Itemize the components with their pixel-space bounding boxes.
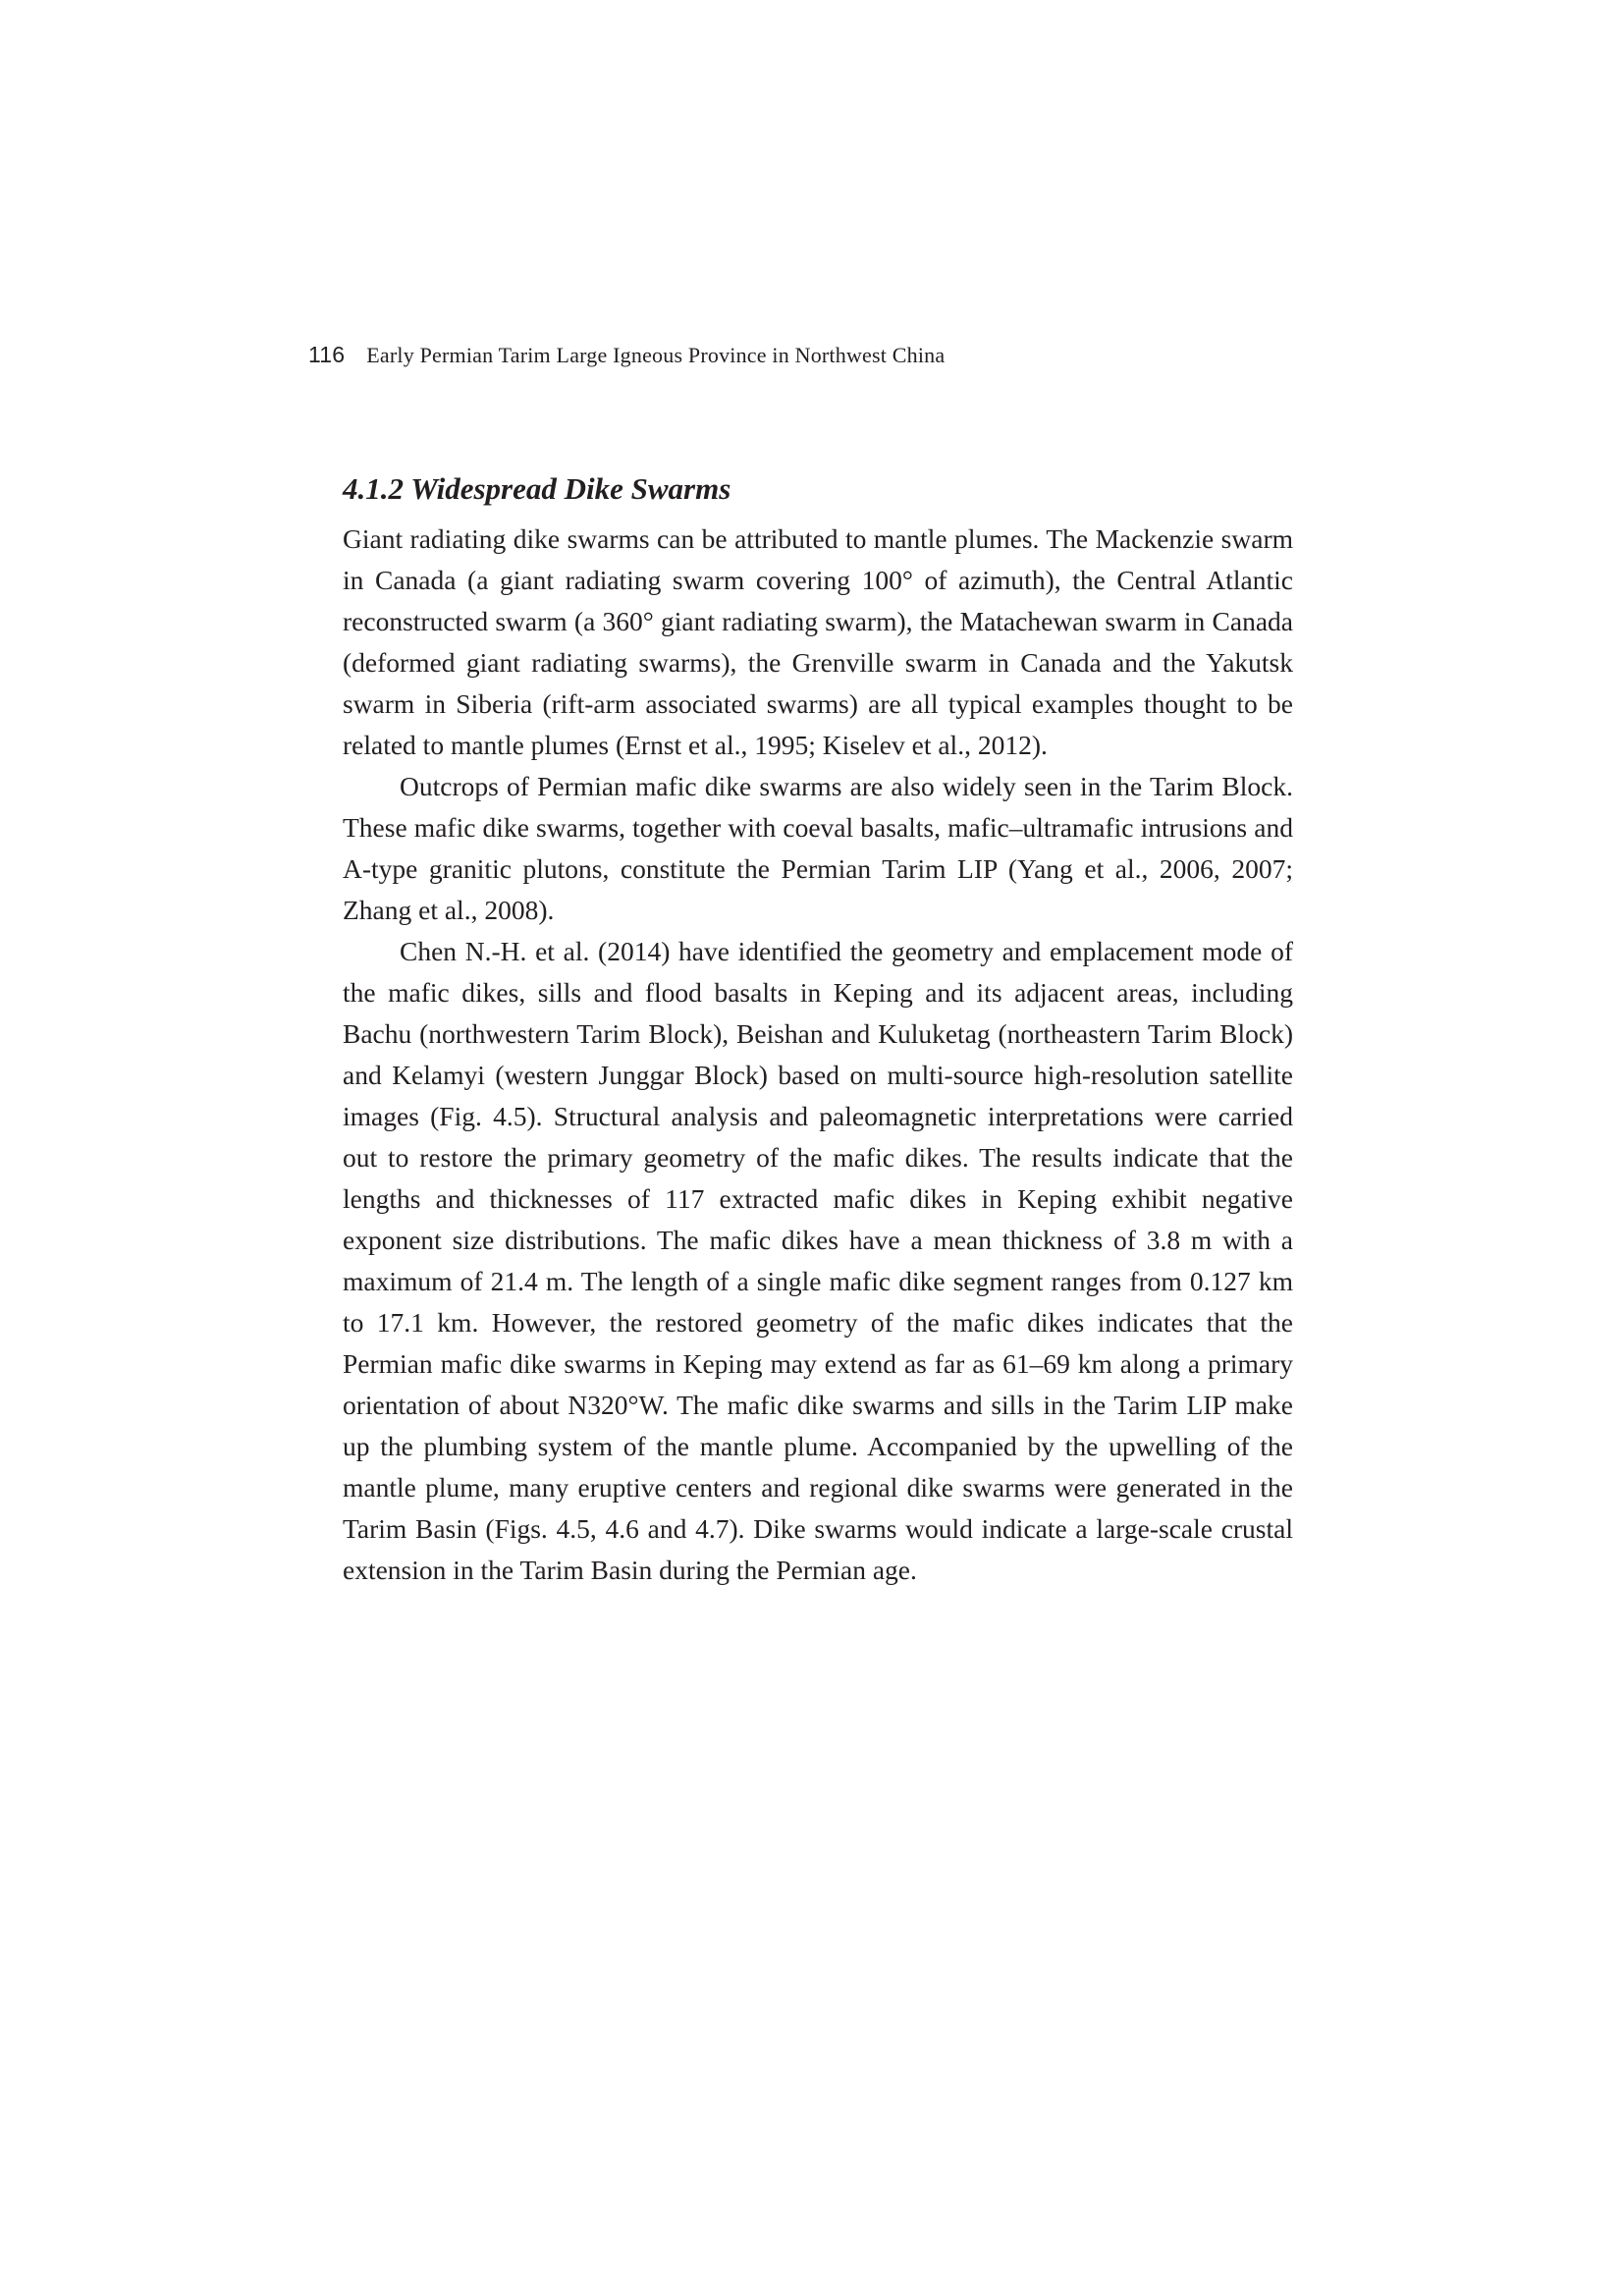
- book-title: Early Permian Tarim Large Igneous Province in Northwest China: [366, 343, 946, 367]
- section-body: [343, 469, 1293, 1591]
- running-head: [308, 342, 945, 368]
- paragraph-1: Giant radiating dike swarms can be attributed to mantle plumes. The Mackenzie swarm in Canada (a giant radiating swarm covering 100° of azimuth), the Central Atlantic reconstructed swarm (a 360° giant radiating swarm), the Matachewan swarm in Canada (deformed giant radiating swarms), the Grenville swarm in Canada and the Yakutsk swarm in Siberia (rift-arm associated swarms) are all typical examples thought to be related to mantle plumes (Ernst et al., 1995; Kiselev et al., 2012).: [343, 523, 1293, 760]
- section-heading: 4.1.2 Widespread Dike Swarms: [343, 471, 731, 506]
- paragraph-2: Outcrops of Permian mafic dike swarms are also widely seen in the Tarim Block. These mafic dike swarms, together with coeval basalts, mafic–ultramafic intrusions and A-type granitic plutons, constitute the Permian Tarim LIP (Yang et al., 2006, 2007; Zhang et al., 2008).: [343, 771, 1293, 925]
- page-number: 116: [308, 342, 346, 367]
- paragraph-3: Chen N.-H. et al. (2014) have identified the geometry and emplacement mode of the mafic dikes, sills and flood basalts in Keping and its adjacent areas, including Bachu (northwestern Tarim Block), Beishan and Kuluketag (northeastern Tarim Block) and Kelamyi (western Junggar Block) based on multi-source high-resolution satellite images (Fig. 4.5). Structural analysis and paleomagnetic interpretations were carried out to restore the primary geometry of the mafic dikes. The results indicate that the lengths and thicknesses of 117 extracted mafic dikes in Keping exhibit negative exponent size distributions. The mafic dikes have a mean thickness of 3.8 m with a maximum of 21.4 m. The length of a single mafic dike segment ranges from 0.127 km to 17.1 km. However, the restored geometry of the mafic dikes indicates that the Permian mafic dike swarms in Keping may extend as far as 61–69 km along a primary orientation of about N320°W. The mafic dike swarms and sills in the Tarim LIP make up the plumbing system of the mantle plume. Accompanied by the upwelling of the mantle plume, many eruptive centers and regional dike swarms were generated in the Tarim Basin (Figs. 4.5, 4.6 and 4.7). Dike swarms would indicate a large-scale crustal extension in the Tarim Basin during the Permian age.: [343, 936, 1293, 1585]
